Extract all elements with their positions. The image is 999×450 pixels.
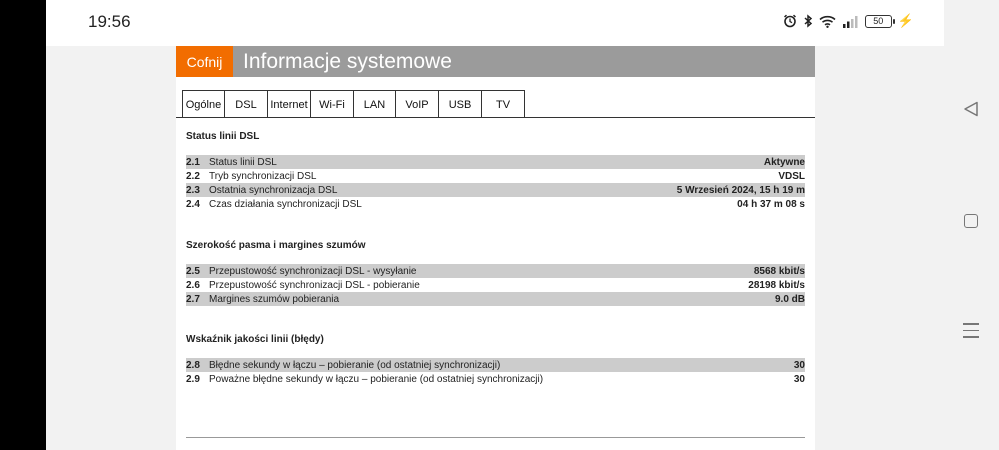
row-number: 2.7 [186, 293, 200, 305]
table-row [186, 169, 805, 183]
row-value: 30 [793, 373, 805, 385]
row-value: 8568 kbit/s [753, 265, 805, 277]
table-row [186, 197, 805, 211]
clock: 19:56 [88, 12, 131, 31]
row-number: 2.5 [186, 265, 200, 277]
row-label: Poważne błędne sekundy w łączu – pobieranie (od ostatniej synchronizacji) [209, 373, 544, 385]
row-label: Margines szumów pobierania [209, 293, 340, 305]
tab-tv[interactable]: TV [482, 90, 525, 118]
row-value: 28198 kbit/s [748, 279, 805, 291]
row-label: Błędne sekundy w łączu – pobieranie (od ostatniej synchronizacji) [209, 359, 501, 371]
wifi-icon [819, 15, 836, 28]
tab-usb[interactable]: USB [439, 90, 482, 118]
row-value: 9.0 dB [774, 293, 805, 305]
row-value: 04 h 37 m 08 s [737, 198, 805, 210]
back-button[interactable]: Cofnij [176, 46, 233, 77]
phone-screen [46, 0, 944, 450]
battery-icon: 50 [865, 15, 892, 28]
page-header [176, 46, 815, 77]
row-number: 2.2 [186, 170, 200, 182]
row-value: VDSL [778, 170, 805, 182]
tab-voip[interactable]: VoIP [396, 90, 439, 118]
row-label: Przepustowość synchronizacji DSL - pobieranie [209, 279, 420, 291]
tab-internet[interactable]: Internet [268, 90, 311, 118]
status-bar [46, 0, 944, 46]
row-number: 2.8 [186, 359, 200, 371]
row-label: Status linii DSL [209, 156, 277, 168]
row-value: Aktywne [763, 156, 805, 168]
line-quality-table [186, 358, 805, 386]
nav-home-icon[interactable] [964, 214, 978, 228]
signal-icon [842, 15, 859, 28]
table-row [186, 358, 805, 372]
charging-icon: ⚡ [897, 13, 914, 28]
alarm-icon [783, 14, 797, 28]
table-row [186, 155, 805, 169]
table-row [186, 264, 805, 278]
row-number: 2.4 [186, 198, 200, 210]
bandwidth-table [186, 264, 805, 306]
table-row [186, 292, 805, 306]
tab-dsl[interactable]: DSL [225, 90, 268, 118]
table-row [186, 372, 805, 386]
system-icons [783, 13, 914, 29]
router-page [176, 46, 815, 450]
row-label: Tryb synchronizacji DSL [209, 170, 317, 182]
row-value: 30 [793, 359, 805, 371]
dsl-status-table [186, 155, 805, 211]
row-label: Ostatnia synchronizacja DSL [209, 184, 338, 196]
tab-wifi[interactable]: Wi-Fi [311, 90, 354, 118]
nav-recent-apps-icon[interactable] [963, 323, 979, 343]
row-value: 5 Wrzesień 2024, 15 h 19 m [676, 184, 805, 196]
table-row [186, 183, 805, 197]
row-number: 2.9 [186, 373, 200, 385]
section-title: Wskaźnik jakości linii (błędy) [186, 334, 324, 345]
tab-divider [176, 117, 815, 118]
divider [186, 437, 805, 438]
row-label: Przepustowość synchronizacji DSL - wysyłanie [209, 265, 417, 277]
page-title: Informacje systemowe [243, 49, 452, 73]
section-title: Status linii DSL [186, 131, 260, 142]
section-title: Szerokość pasma i margines szumów [186, 240, 366, 251]
navigation-bar [944, 0, 999, 450]
tab-general[interactable]: Ogólne [182, 90, 225, 118]
bluetooth-icon [803, 14, 813, 28]
row-number: 2.6 [186, 279, 200, 291]
row-number: 2.1 [186, 156, 200, 168]
tab-lan[interactable]: LAN [354, 90, 396, 118]
nav-back-icon[interactable] [963, 101, 979, 122]
row-number: 2.3 [186, 184, 200, 196]
row-label: Czas działania synchronizacji DSL [209, 198, 362, 210]
tab-bar [182, 90, 525, 118]
table-row [186, 278, 805, 292]
